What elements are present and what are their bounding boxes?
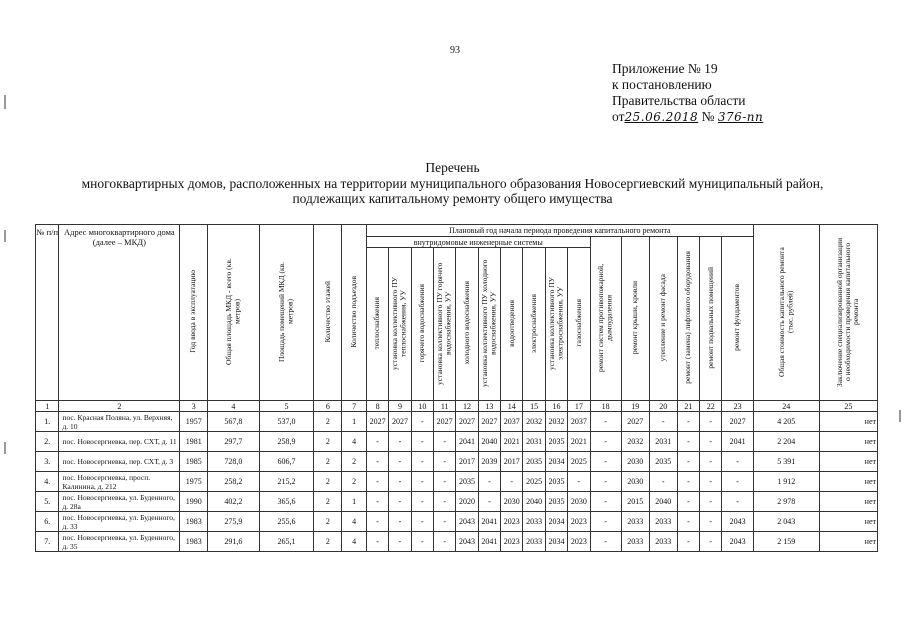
table-cell: - <box>700 512 722 532</box>
table-cell: 3. <box>36 452 59 472</box>
column-number: 6 <box>314 401 342 412</box>
table-cell: 2033 <box>523 532 545 552</box>
table-cell: - <box>700 532 722 552</box>
table-cell: 4 <box>342 512 367 532</box>
table-cell: 567,8 <box>208 412 259 432</box>
col-area-header: Общая площадь МКД - всего (кв. метров) <box>208 225 259 401</box>
table-cell: 2035 <box>523 452 545 472</box>
table-cell: 2043 <box>722 532 753 552</box>
table-cell: 2040 <box>523 492 545 512</box>
table-cell: - <box>649 412 677 432</box>
table-cell: 728,0 <box>208 452 259 472</box>
appendix-line3: Правительства области <box>612 93 746 108</box>
table-row <box>36 492 878 512</box>
table-row <box>36 432 878 452</box>
table-cell: 258,9 <box>259 432 314 452</box>
handwritten-number: 376-пп <box>717 110 764 124</box>
table-cell: - <box>411 532 433 552</box>
column-number: 13 <box>478 401 500 412</box>
column-number: 10 <box>411 401 433 412</box>
table-cell: 2035 <box>456 472 478 492</box>
table-cell: 2015 <box>621 492 649 512</box>
table-cell: 258,2 <box>208 472 259 492</box>
table-cell: 2027 <box>366 412 388 432</box>
number-prefix: № <box>701 109 715 124</box>
table-cell: - <box>434 492 456 512</box>
table-cell: 2033 <box>523 512 545 532</box>
other-header-3: утепление и ремонт фасада <box>649 237 677 401</box>
table-cell: - <box>590 432 621 452</box>
table-cell: 2043 <box>722 512 753 532</box>
table-cell: - <box>411 492 433 512</box>
table-cell: 2027 <box>621 412 649 432</box>
table-cell: 402,2 <box>208 492 259 512</box>
table-cell: 2039 <box>478 452 500 472</box>
table-cell: - <box>568 472 590 492</box>
table-cell: 2017 <box>501 452 523 472</box>
table-cell: 2043 <box>456 512 478 532</box>
table-cell: 537,0 <box>259 412 314 432</box>
table-cell: 2035 <box>649 452 677 472</box>
table-cell: 1985 <box>180 452 208 472</box>
table-cell: 2041 <box>478 532 500 552</box>
table-cell: 215,2 <box>259 472 314 492</box>
table-cell: 2025 <box>523 472 545 492</box>
table-cell: 2 204 <box>753 432 819 452</box>
table-cell: 1975 <box>180 472 208 492</box>
table-cell: - <box>677 412 699 432</box>
table-cell: - <box>722 452 753 472</box>
column-number: 7 <box>342 401 367 412</box>
column-number: 8 <box>366 401 388 412</box>
margin-mark <box>899 410 901 422</box>
sys-header-4: установка коллективного ПУ горячего водоснабжения, УУ <box>434 248 456 401</box>
table-cell: 1957 <box>180 412 208 432</box>
table-cell: 291,6 <box>208 532 259 552</box>
table-cell: 2037 <box>568 412 590 432</box>
table-cell: 2032 <box>545 412 567 432</box>
table-cell: 2041 <box>478 512 500 532</box>
table-cell: - <box>478 492 500 512</box>
table-cell: - <box>501 472 523 492</box>
title-line3: подлежащих капитальному ремонту общего имущества <box>292 191 613 206</box>
table-cell: 2023 <box>501 512 523 532</box>
column-number: 15 <box>523 401 545 412</box>
table-cell: - <box>677 452 699 472</box>
column-number: 23 <box>722 401 753 412</box>
column-number-row <box>36 401 878 412</box>
table-cell: 4 <box>342 432 367 452</box>
col-year-header: Год ввода в эксплуатацию <box>180 225 208 401</box>
col-cost-header: Общая стоимость капитального ремонта (тыс. рублей) <box>753 225 819 401</box>
table-cell: 5 391 <box>753 452 819 472</box>
table-cell: 2034 <box>545 532 567 552</box>
column-number: 9 <box>389 401 411 412</box>
table-cell: - <box>590 472 621 492</box>
table-cell: 2020 <box>456 492 478 512</box>
table-cell: 2031 <box>649 432 677 452</box>
other-header-6: ремонт фундаментов <box>722 237 753 401</box>
table-row <box>36 472 878 492</box>
sys-header-3: горячего водоснабжения <box>411 248 433 401</box>
table-cell: 2023 <box>568 512 590 532</box>
column-number: 12 <box>456 401 478 412</box>
table-cell: 2032 <box>523 412 545 432</box>
table-cell: 6. <box>36 512 59 532</box>
table-cell: 2 <box>314 512 342 532</box>
col-floors-header: Количество этажей <box>314 225 342 401</box>
col-address-header: Адрес многоквартирного дома (далее – МКД) <box>59 225 180 401</box>
column-number: 18 <box>590 401 621 412</box>
table-cell: нет <box>819 532 877 552</box>
table-cell: 2027 <box>434 412 456 432</box>
table-cell: 5. <box>36 492 59 512</box>
table-row <box>36 512 878 532</box>
other-header-2: ремонт крыши, кровли <box>621 237 649 401</box>
table-cell: 2023 <box>501 532 523 552</box>
table-cell: - <box>366 532 388 552</box>
table-cell: 2030 <box>568 492 590 512</box>
table-cell: 2 <box>314 412 342 432</box>
table-cell: - <box>411 452 433 472</box>
repair-table <box>35 224 878 552</box>
table-cell: 2033 <box>621 512 649 532</box>
table-cell: 275,9 <box>208 512 259 532</box>
table-cell: 2021 <box>568 432 590 452</box>
table-cell: 265,1 <box>259 532 314 552</box>
table-cell: 2043 <box>456 532 478 552</box>
table-cell: 2035 <box>545 472 567 492</box>
page-number: 93 <box>450 45 460 56</box>
table-cell: 1. <box>36 412 59 432</box>
table-cell: - <box>434 532 456 552</box>
table-cell: - <box>434 432 456 452</box>
table-cell: - <box>389 492 411 512</box>
column-number: 4 <box>208 401 259 412</box>
address-cell: пос. Новосергиевка, пер. СХТ, д. 11 <box>59 432 180 452</box>
table-cell: - <box>590 452 621 472</box>
table-cell: 2033 <box>621 532 649 552</box>
other-header-5: ремонт подвальных помещений <box>700 237 722 401</box>
column-number: 21 <box>677 401 699 412</box>
table-cell: 2032 <box>621 432 649 452</box>
table-cell: 7. <box>36 532 59 552</box>
sys-header-7: водоотведения <box>501 248 523 401</box>
table-cell: - <box>389 452 411 472</box>
table-cell: 2035 <box>545 432 567 452</box>
table-cell: - <box>389 532 411 552</box>
table-cell: нет <box>819 452 877 472</box>
table-cell: - <box>590 532 621 552</box>
table-cell: - <box>366 512 388 532</box>
column-number: 20 <box>649 401 677 412</box>
table-cell: - <box>411 412 433 432</box>
table-cell: - <box>677 472 699 492</box>
appendix-date-line <box>612 109 763 125</box>
sys-header-2: установка коллективного ПУ теплоснабжения, УУ <box>389 248 411 401</box>
col-num-header: № п/п <box>36 225 59 401</box>
appendix-line1: Приложение № 19 <box>612 61 718 76</box>
table-cell: - <box>411 432 433 452</box>
table-cell: 2041 <box>456 432 478 452</box>
table-cell: 2 159 <box>753 532 819 552</box>
table-cell: 1990 <box>180 492 208 512</box>
table-cell: - <box>677 512 699 532</box>
table-cell: - <box>434 512 456 532</box>
address-cell: пос. Новосергиевка, ул. Буденного, д. 35 <box>59 532 180 552</box>
table-cell: 4 <box>342 532 367 552</box>
table-cell: 1983 <box>180 532 208 552</box>
table-cell: - <box>649 472 677 492</box>
sys-header-6: установка коллективного ПУ холодного водоснабжения, УУ <box>478 248 500 401</box>
table-cell: - <box>590 492 621 512</box>
sys-header-8: электроснабжения <box>523 248 545 401</box>
table-row <box>36 452 878 472</box>
table-cell: - <box>434 452 456 472</box>
table-cell: - <box>677 432 699 452</box>
table-cell: 2033 <box>649 532 677 552</box>
sys-header-10: газоснабжения <box>568 248 590 401</box>
table-cell: 2 <box>314 452 342 472</box>
other-header-1: ремонт систем противопожарной, дымоудаления <box>590 237 621 401</box>
table-cell: 2021 <box>501 432 523 452</box>
table-cell: - <box>366 452 388 472</box>
title-line1: Перечень <box>425 160 480 175</box>
table-cell: 1 912 <box>753 472 819 492</box>
address-cell: пос. Новосергиевка, просп. Калинина, д. 212 <box>59 472 180 492</box>
table-cell: 255,6 <box>259 512 314 532</box>
appendix-header <box>612 61 763 125</box>
sys-header-5: холодного водоснабжения <box>456 248 478 401</box>
table-cell: 2 043 <box>753 512 819 532</box>
handwritten-date: 25.06.2018 <box>624 110 699 124</box>
table-cell: - <box>677 492 699 512</box>
table-cell: 2035 <box>545 492 567 512</box>
table-cell: 2025 <box>568 452 590 472</box>
table-cell: - <box>700 492 722 512</box>
table-cell: - <box>700 412 722 432</box>
address-cell: пос. Новосергиевка, ул. Буденного, д. 33 <box>59 512 180 532</box>
table-cell: - <box>411 512 433 532</box>
sys-header-9: установка коллективного ПУ электроснабжения, УУ <box>545 248 567 401</box>
table-cell: - <box>590 412 621 432</box>
column-number: 1 <box>36 401 59 412</box>
other-header-4: ремонт (замена) лифтового оборудования <box>677 237 699 401</box>
table-cell: 365,6 <box>259 492 314 512</box>
table-cell: 2040 <box>478 432 500 452</box>
table-cell: 2023 <box>568 532 590 552</box>
table-cell: 2034 <box>545 452 567 472</box>
table-cell: 2 <box>342 472 367 492</box>
table-cell: 1983 <box>180 512 208 532</box>
table-cell: 2030 <box>501 492 523 512</box>
address-cell: пос. Новосергиевка, пер. СХТ, д. 3 <box>59 452 180 472</box>
internal-systems-header: внутридомовые инженерные системы <box>366 237 590 248</box>
table-cell: - <box>590 512 621 532</box>
table-cell: - <box>700 472 722 492</box>
table-cell: - <box>700 432 722 452</box>
column-number: 2 <box>59 401 180 412</box>
column-number: 24 <box>753 401 819 412</box>
table-cell: 2 <box>314 472 342 492</box>
table-cell: 2 <box>342 452 367 472</box>
table-cell: - <box>722 492 753 512</box>
table-cell: - <box>478 472 500 492</box>
margin-mark <box>4 230 6 242</box>
table-cell: - <box>366 472 388 492</box>
table-cell: - <box>366 492 388 512</box>
table-cell: 2 <box>314 432 342 452</box>
margin-mark <box>4 95 6 109</box>
table-cell: - <box>722 472 753 492</box>
title-line2: многоквартирных домов, расположенных на территории муниципального образования Новосергиевский муниципальный район, <box>81 175 824 191</box>
table-cell: - <box>700 452 722 472</box>
table-cell: 1 <box>342 412 367 432</box>
table-cell: нет <box>819 512 877 532</box>
column-number: 17 <box>568 401 590 412</box>
table-cell: 2027 <box>478 412 500 432</box>
table-cell: 2027 <box>389 412 411 432</box>
table-row <box>36 532 878 552</box>
table-cell: 2027 <box>722 412 753 432</box>
column-number: 14 <box>501 401 523 412</box>
table-row <box>36 412 878 432</box>
table-cell: 2030 <box>621 472 649 492</box>
document-title <box>20 160 885 207</box>
table-cell: нет <box>819 492 877 512</box>
margin-mark <box>4 442 6 454</box>
table-cell: 4. <box>36 472 59 492</box>
table-cell: 606,7 <box>259 452 314 472</box>
column-number: 5 <box>259 401 314 412</box>
table-cell: нет <box>819 412 877 432</box>
col-conclusion-header: Заключение специализированной организации о необходимости проведения капитального ремонта <box>819 225 877 401</box>
col-entrances-header: Количество подъездов <box>342 225 367 401</box>
column-number: 11 <box>434 401 456 412</box>
table-cell: 297,7 <box>208 432 259 452</box>
address-cell: пос. Новосергиевка, ул. Буденного, д. 28а <box>59 492 180 512</box>
col-rooms-area-header: Площадь помещений МКД (кв. метров) <box>259 225 314 401</box>
table-cell: - <box>434 472 456 492</box>
table-cell: нет <box>819 432 877 452</box>
table-cell: - <box>389 472 411 492</box>
table-cell: 2 <box>314 492 342 512</box>
table-cell: 2041 <box>722 432 753 452</box>
table-cell: - <box>389 432 411 452</box>
table-cell: 1981 <box>180 432 208 452</box>
date-prefix: от <box>612 109 625 124</box>
table-cell: 2 <box>314 532 342 552</box>
sys-header-1: теплоснабжения <box>366 248 388 401</box>
table-cell: 2040 <box>649 492 677 512</box>
table-cell: - <box>389 512 411 532</box>
table-cell: - <box>366 432 388 452</box>
table-cell: 2033 <box>649 512 677 532</box>
table-cell: 2031 <box>523 432 545 452</box>
plan-year-header: Плановый год начала периода проведения капитального ремонта <box>366 225 753 237</box>
address-cell: пос. Красная Поляна, ул. Верхняя, д. 10 <box>59 412 180 432</box>
table-cell: 2027 <box>456 412 478 432</box>
column-number: 25 <box>819 401 877 412</box>
table-cell: 2037 <box>501 412 523 432</box>
table-cell: - <box>411 472 433 492</box>
table-cell: 4 205 <box>753 412 819 432</box>
column-number: 3 <box>180 401 208 412</box>
column-number: 16 <box>545 401 567 412</box>
table-cell: 2030 <box>621 452 649 472</box>
appendix-line2: к постановлению <box>612 77 712 92</box>
table-cell: 2. <box>36 432 59 452</box>
table-cell: 2017 <box>456 452 478 472</box>
column-number: 19 <box>621 401 649 412</box>
column-number: 22 <box>700 401 722 412</box>
table-cell: 2034 <box>545 512 567 532</box>
table-cell: 2 978 <box>753 492 819 512</box>
table-cell: - <box>677 532 699 552</box>
table-cell: нет <box>819 472 877 492</box>
table-cell: 1 <box>342 492 367 512</box>
